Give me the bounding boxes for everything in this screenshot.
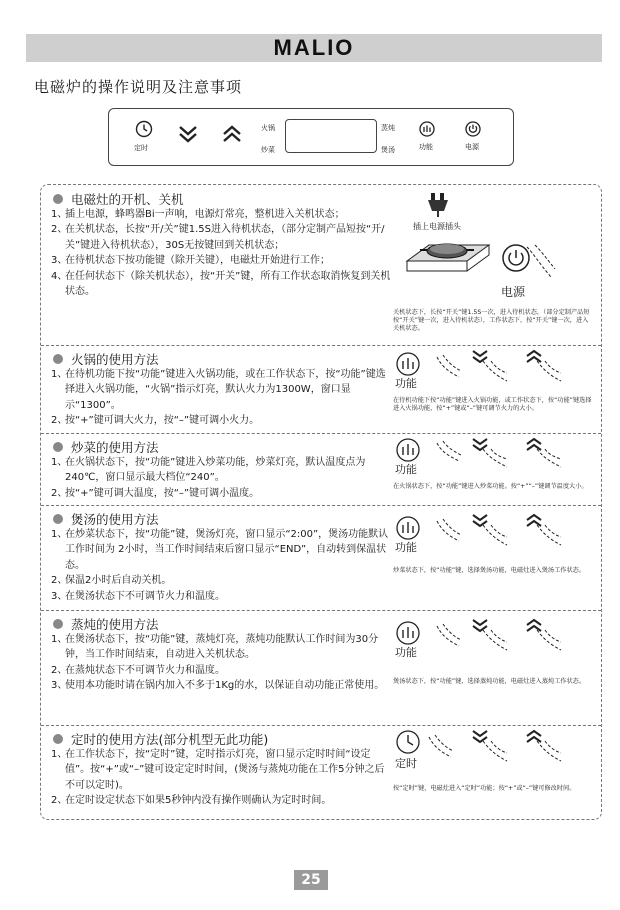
soup-label: 煲汤	[381, 146, 395, 154]
list-item: 2、 按“+”键可调大温度，按“–”键可调小温度。	[51, 487, 260, 499]
hand-pointer-icon	[425, 733, 455, 761]
induction-cooker-icon	[403, 237, 493, 285]
list-item: 2、 在定时设定状态下如果5秒钟内没有操作则确认为定时时间。	[51, 795, 332, 807]
section-power	[41, 185, 601, 345]
list-item: 4、 在任何状态下（除关机状态），按“开关”键，所有工作状态取消恢复到关机状态。	[51, 270, 391, 298]
brand-logo: MALIO	[273, 35, 355, 60]
list-item: 1、 在炒菜状态下，按“功能”键，煲汤灯亮，窗口显示“2:00”，煲汤功能默认工作时间为 2小时，当工作时间结束后窗口显示“END”，自动转到保温状态。	[51, 529, 389, 571]
section-header	[53, 190, 184, 208]
list-item: 2、 在关机状态，长按“开/关”键1.5S进入待机状态，（部分定制产品短按“开/关”键进入待机状态），30S无按键回到关机状态；	[51, 224, 385, 251]
bullet-icon	[53, 514, 63, 524]
section-steam	[41, 610, 601, 725]
control-panel-diagram	[108, 108, 514, 166]
timer-label: 定时	[395, 757, 417, 770]
item-list	[51, 632, 391, 694]
power-icon	[465, 121, 481, 137]
list-item: 2、 在蒸炖状态下不可调节火力和温度。	[51, 664, 225, 676]
list-item: 1、 在待机功能下按“功能”键进入火锅功能，或在工作状态下，按“功能”键选择进入火锅功能，“火锅”指示灯亮，默认火力为1300W，窗口显示“1300”。	[51, 369, 386, 411]
function-label: 功能	[395, 463, 417, 476]
steam-label: 蒸炖	[381, 124, 395, 132]
item-list	[51, 207, 391, 299]
hand-pointer-icon	[433, 622, 463, 650]
section-title: 蒸炖的使用方法	[71, 617, 159, 632]
section-title: 火锅的使用方法	[71, 352, 159, 367]
hand-pointer-icon	[433, 517, 463, 545]
function-icon	[395, 437, 421, 463]
instructions-box	[40, 184, 602, 820]
list-item: 1、 插上电源，蜂鸣器Bi一声响，电源灯常亮，整机进入关机状态；	[51, 209, 345, 220]
section-header	[53, 510, 159, 528]
section-header	[53, 730, 268, 748]
section-hotpot	[41, 345, 601, 433]
section-header	[53, 350, 159, 368]
function-label: 功能	[395, 377, 417, 390]
section-caption: 按“定时”键，电磁灶进入“定时”功能；按“+”或“–”键可修改时间。	[393, 785, 576, 792]
section-caption: 在待机功能下按“功能”键进入火锅功能，或工作状态下，按“功能”键选择进入火锅功能，按“+”键或“–”键可调节火力的大小。	[393, 397, 592, 413]
power-label: 电源	[465, 143, 479, 151]
hand-pointer-icon	[433, 353, 463, 381]
plug-icon	[423, 191, 453, 217]
hand-pointer-icon	[533, 628, 563, 652]
function-icon	[395, 620, 421, 646]
section-caption: 关机状态下，长按“开关”键1.5S一次，进入待机状态，（部分定制产品短按“开关”键一次，进入待机状态），工作状态下，按“开关”键一次，进入关机状态。	[393, 309, 590, 333]
list-item: 1、 在工作状态下，按“定时”键，定时指示灯亮，窗口显示定时时间“设定值”。按“+”或“–”键可设定定时时间，(煲汤与蒸炖功能在工作5分钟之后不可以定时)。	[51, 749, 385, 791]
function-label: 功能	[419, 143, 433, 151]
item-list	[51, 747, 391, 809]
list-item: 2、 按“+”键可调大火力，按“–”键可调小火力。	[51, 415, 260, 427]
hand-pointer-icon	[533, 739, 563, 763]
function-icon	[395, 515, 421, 541]
list-item: 3、 在煲汤状态下不可调节火力和温度。	[51, 590, 225, 602]
hand-pointer-icon	[479, 739, 509, 763]
section-caption: 在火锅状态下，按“功能”键进入炒菜功能。按“+”“–”键调节温度大小。	[393, 483, 588, 490]
hand-pointer-icon	[479, 359, 509, 383]
chevron-up-icon	[221, 124, 243, 144]
bullet-icon	[53, 442, 63, 452]
section-stirfry	[41, 433, 601, 505]
hand-pointer-icon	[533, 447, 563, 469]
display-window	[285, 119, 377, 153]
header-bar	[26, 34, 602, 62]
list-item: 1、 在火锅状态下，按“功能”键进入炒菜功能，炒菜灯亮，默认温度点为240℃，窗口显示最大档位“240”。	[51, 457, 366, 484]
section-title: 煲汤的使用方法	[71, 512, 159, 527]
hand-pointer-icon	[479, 447, 509, 469]
section-header	[53, 438, 159, 456]
hotpot-label: 火锅	[261, 124, 275, 132]
section-timer	[41, 725, 601, 819]
section-caption: 炒菜状态下，按“功能”键，选择煲汤功能，电磁灶进入煲汤工作状态。	[393, 567, 586, 574]
list-item: 1、 在煲汤状态下，按“功能”键，蒸炖灯亮，蒸炖功能默认工作时间为30分钟，当工作时间结束，自动进入关机状态。	[51, 634, 379, 661]
clock-icon	[135, 120, 153, 138]
hand-pointer-icon	[479, 628, 509, 652]
list-item: 3、 使用本功能时请在锅内加入不多于1Kg的水，以保证自动功能正常使用。	[51, 680, 385, 692]
hand-pointer-icon	[533, 523, 563, 547]
hand-pointer-icon	[533, 359, 563, 383]
chevron-down-icon	[177, 124, 199, 144]
section-title: 电磁灶的开机、关机	[71, 192, 184, 207]
function-icon	[395, 351, 421, 377]
function-icon	[419, 121, 435, 137]
page-title: 电磁炉的操作说明及注意事项	[34, 78, 243, 96]
page-number: 25	[294, 870, 328, 890]
item-list	[51, 527, 391, 604]
bullet-icon	[53, 354, 63, 364]
item-list	[51, 367, 391, 429]
hand-pointer-icon	[479, 523, 509, 547]
power-label: 电源	[501, 285, 526, 299]
list-item: 3、 在待机状态下按功能键（除开关键），电磁灶开始进行工作；	[51, 255, 330, 267]
bullet-icon	[53, 194, 63, 204]
stirfry-label: 炒菜	[261, 146, 275, 154]
function-label: 功能	[395, 541, 417, 554]
list-item: 2、 保温2小时后自动关机。	[51, 575, 172, 587]
timer-label: 定时	[134, 144, 148, 152]
item-list	[51, 455, 391, 501]
section-title: 炒菜的使用方法	[71, 440, 159, 455]
plug-label: 插上电源插头	[413, 222, 461, 231]
bullet-icon	[53, 734, 63, 744]
section-title: 定时的使用方法(部分机型无此功能)	[71, 732, 269, 747]
clock-icon	[395, 729, 421, 755]
hand-pointer-icon	[433, 439, 463, 465]
section-caption: 煲汤状态下，按“功能”键，选择蒸炖功能，电磁灶进入蒸炖工作状态。	[393, 678, 586, 685]
function-label: 功能	[395, 646, 417, 659]
hand-pointer-icon	[521, 243, 557, 281]
bullet-icon	[53, 619, 63, 629]
section-soup	[41, 505, 601, 610]
section-header	[53, 615, 159, 633]
